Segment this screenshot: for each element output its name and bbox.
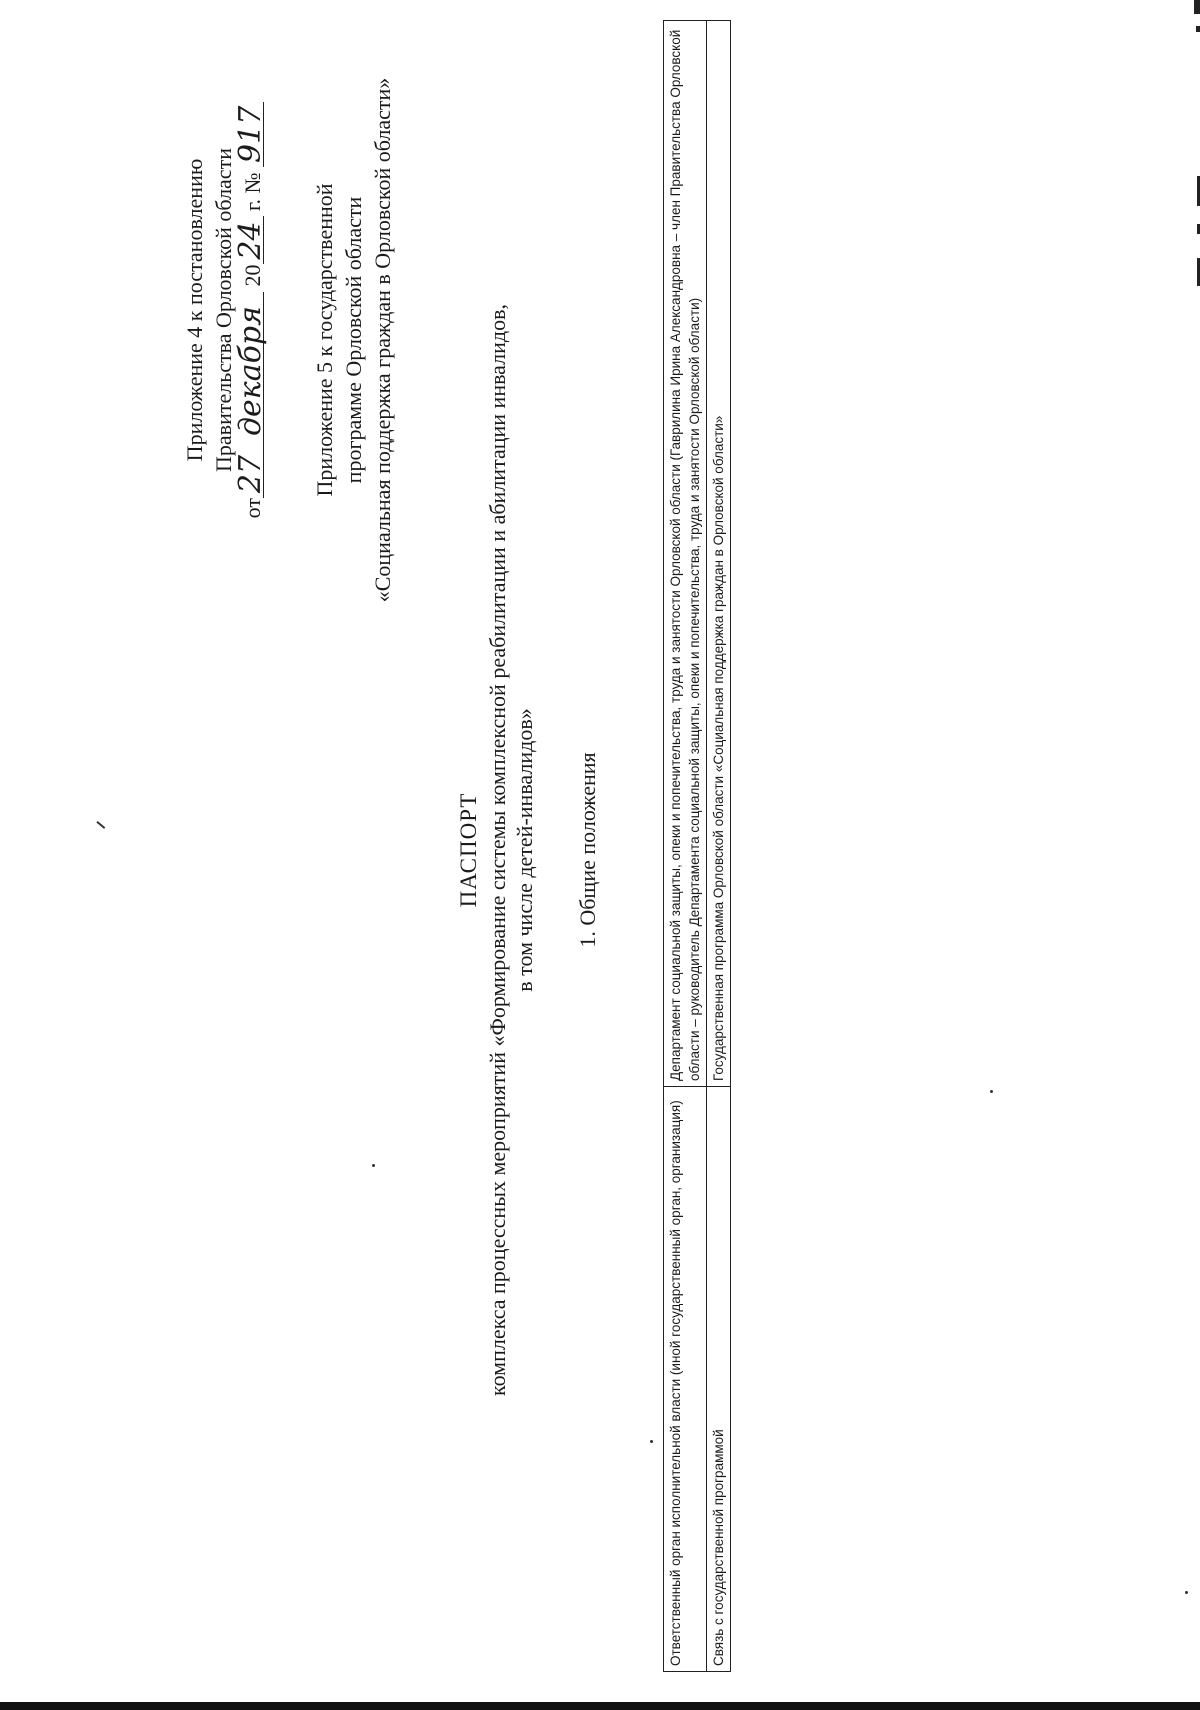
section-heading: 1. Общие положения [575,752,600,948]
table-cell-value: Департамент социальной защиты, опеки и попечительства, труда и занятости Орловской области (Гаврилина Ирина Александровна – член Правительства Орловской области – руководитель Департамента социальной защиты, опеки и попечительства, труда и занятости Орловской области) [664,21,707,1087]
appendix-decree-line2: Правительства Орловской области [211,148,236,472]
appendix-program-line2: программе Орловской области [341,196,366,484]
year-prefix: 20 [240,264,265,287]
table-row [707,21,731,1672]
table-cell-label: Связь с государственной программой [707,1087,731,1672]
appendix-decree-block [180,50,267,570]
handwritten-day: 27 [239,450,264,498]
document-subtitle-line1: комплекса процессных мероприятий «Формирование системы комплексной реабилитации и абилитации инвалидов, [485,304,510,1396]
handwritten-month: декабря [239,292,264,450]
document-title-block [455,270,538,1430]
number-label: г. № [240,172,265,211]
document-title: ПАСПОРТ [456,792,481,908]
handwritten-decree-number: 917 [239,102,264,167]
handwritten-year-suffix: 24 [239,217,264,265]
appendix-program-block [310,20,397,660]
appendix-program-line3: «Социальная поддержка граждан в Орловской области» [370,77,395,603]
from-label: от [240,498,265,519]
table-cell-value: Государственная программа Орловской области «Социальная поддержка граждан в Орловской области» [707,21,731,1087]
table-cell-label: Ответственный орган исполнительной власти (иной государственный орган, организация) [664,1087,707,1672]
table-row [664,21,707,1672]
appendix-decree-line1: Приложение 4 к постановлению [182,158,207,462]
scan-bottom-border [0,1702,1200,1710]
decree-date-line [233,50,268,570]
document-subtitle-line2: в том числе детей-инвалидов» [512,708,537,992]
general-provisions-table [663,20,731,1672]
appendix-program-line1: Приложение 5 к государственной [312,183,337,497]
